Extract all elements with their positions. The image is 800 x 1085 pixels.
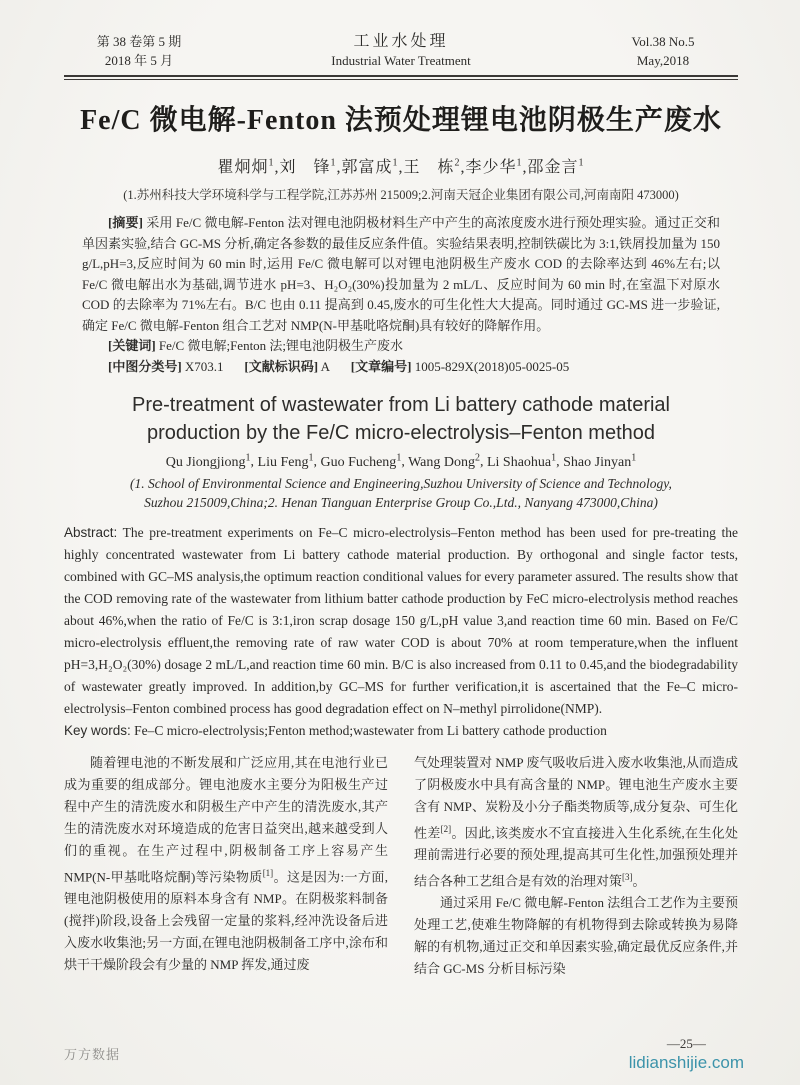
affiliation-en: (1. School of Environmental Science and Engineering,Suzhou University of Science and Technology, Suzhou 215009,China;2. Henan Tianguan Enterprise Group Co.,Ltd., Nanyang 473000,China) <box>130 475 672 510</box>
abstract-cn-label: [摘要] <box>108 215 143 230</box>
citation-ref: [2] <box>440 823 452 834</box>
author-en: Qu Jiongjiong$^1$ <box>165 452 251 470</box>
keywords-cn: [关键词] Fe/C 微电解;Fenton 法;锂电池阴极生产废水 <box>108 338 404 353</box>
body-columns <box>64 752 738 981</box>
author-en: Li Shaohua$^1$ <box>486 452 557 470</box>
body-paragraph: 随着锂电池的不断发展和广泛应用,其在电池行业已成为重要的组成部分。锂电池废水主要分为阳极生产过程中产生的清洗废水和阴极生产中产生的清洗废水,其产生的清洗废水对环境造成的危害日益突出,越来越受到人们的重视。在生产过程中,阴极制备工序上容易产生 NMP(N-甲基吡咯烷酮)等污染物质[1]。这是因为:一方面,锂电池阴极使用的原料本身含有 NMP。在阴极浆料制备(搅拌)阶段,设备上会残留一定量的浆料,经冲洗设备后进入废水收集池;另一方面,在锂电池阴极制备工序中,涂布和烘干干燥阶段会有少量的 NMP 挥发,通过废 <box>64 754 388 972</box>
journal-name-cn: 工业水处理 <box>353 33 449 50</box>
header-divider <box>64 75 738 80</box>
author-cn: 瞿炯炯$^1$ <box>217 157 275 176</box>
site-watermark: lidianshijie.com <box>628 1053 744 1072</box>
page-number: —25— <box>666 1036 706 1051</box>
issue-info-cn <box>64 32 214 70</box>
authors-en: Qu Jiongjiong$^1$, Liu Feng$^1$, Guo Fucheng$^1$, Wang Dong$^2$, Li Shaohua$^1$, Shao Jinyan$^1$ <box>165 452 637 470</box>
author-cn: 邵金言$^1$ <box>527 157 585 176</box>
article-title-cn: Fe/C 微电解-Fenton 法预处理锂电池阴极生产废水 <box>80 105 722 136</box>
author-en: Wang Dong$^2$ <box>408 452 480 470</box>
body-column-left <box>64 752 388 981</box>
issue-date-en: May,2018 <box>636 53 690 68</box>
body-column-right <box>414 752 738 981</box>
author-cn: 王 栋$^2$ <box>403 157 461 176</box>
clc-label: [中图分类号] <box>108 358 182 374</box>
journal-name <box>214 32 588 70</box>
author-en: Shao Jinyan$^1$ <box>563 452 637 470</box>
author-cn: 刘 锋$^1$ <box>279 157 337 176</box>
abstract-cn-block <box>64 213 738 377</box>
authors-cn: 瞿炯炯$^1$,刘 锋$^1$,郭富成$^1$,王 栋$^2$,李少华$^1$,邵金言$^1$ <box>217 157 585 176</box>
affiliation-cn: (1.苏州科技大学环境科学与工程学院,江苏苏州 215009;2.河南天冠企业集团有限公司,河南南阳 473000) <box>123 188 679 202</box>
classification-line: [中图分类号] X703.1 [文献标识码] A [文章编号] 1005-829X(2018)05-0025-05 <box>108 358 570 374</box>
issue-info-en <box>588 32 738 70</box>
abstract-en-label: Abstract: <box>64 524 118 540</box>
author-cn: 郭富成$^1$ <box>341 157 399 176</box>
footer-right <box>629 1036 744 1073</box>
journal-name-en: Industrial Water Treatment <box>331 53 471 68</box>
author-en: Liu Feng$^1$ <box>257 452 314 470</box>
citation-ref: [1] <box>262 867 274 878</box>
body-paragraph: 通过采用 Fe/C 微电解-Fenton 法组合工艺作为主要预处理工艺,使难生物降解的有机物得到去除或转换为易降解的有机物,通过正交和单因素实验,确定最优反应条件,并结合 GC-MS 分析目标污染 <box>414 895 738 977</box>
author-en: Guo Fucheng$^1$ <box>320 452 402 470</box>
keywords-en: Key words: Fe–C micro-electrolysis;Fenton method;wastewater from Li battery cathode production <box>64 722 607 738</box>
abstract-en-block <box>64 522 738 742</box>
issue-volume-en: Vol.38 No.5 <box>631 34 695 49</box>
keywords-cn-label: [关键词] <box>108 338 156 353</box>
author-cn: 李少华$^1$ <box>465 157 523 176</box>
journal-header <box>64 32 738 70</box>
article-id-label: [文章编号] <box>350 358 412 374</box>
issue-date-cn: 2018 年 5 月 <box>104 53 174 68</box>
wanfang-watermark: 万方数据 <box>64 1047 121 1062</box>
keywords-en-label: Key words: <box>64 722 131 738</box>
doc-code-label: [文献标识码] <box>244 358 319 374</box>
abstract-cn: [摘要] 采用 Fe/C 微电解-Fenton 法对锂电池阴极材料生产中产生的高浓度废水进行预处理实验。通过正交和单因素实验,结合 GC-MS 分析,确定各参数的最佳反应条件值。实验结果表明,控制铁碳比为 3:1,铁屑投加量为 150 g/L,pH=3,反应时间为 60 min 时,运用 Fe/C 微电解可以对锂电池阴极生产废水 COD 的去除率达到 46%左右;以 Fe/C 微电解出水为基础,调节进水 pH=3、H₂O₂(30%)投加量为 2 mL/L、反应时间为 60 min 时,在室温下对原水 COD 的去除率为 71%左右。B/C 也由 0.11 提高到 0.45,废水的可生化性大大提高。同时通过 GC-MS 进一步验证,确定 Fe/C 微电解-Fenton 组合工艺对 NMP(N-甲基吡咯烷酮)具有较好的降解作用。 <box>82 215 720 333</box>
issue-volume-cn: 第 38 卷第 5 期 <box>96 34 182 49</box>
citation-ref: [3] <box>622 871 633 882</box>
abstract-en: Abstract: The pre-treatment experiments on Fe–C micro-electrolysis–Fenton method has been used for pre-treating the highly concentrated wastewater from Li battery cathode material production. By orthogonal and single factor tests, combined with GC–MS analysis,the optimum reaction conditional values for every parameter assured. The results show that the COD removing rate of the wastewater from lithium batter cathode production by FeC micro-electrolysis method reaches about 46%,when the ratio of Fe/C is 3:1,iron scrap dosage 150 g/L,pH value 3,and reaction time 60 min. Based on Fe/C micro-electrolysis effluent,the removing rate of raw water COD is about 70% at room temperature,when the influent pH=3,H₂O₂(30%) dosage 2 mL/L,and reaction time 60 min. B/C is also increased from 0.11 to 0.45,and the biodegradability of wastewater greatly improved. In addition,by GC–MS for further verification,it is ascertained that the Fe–C micro-electrolysis–Fenton combined process has good degradation effect on N–methyl pirrolidone(NMP). <box>64 524 739 716</box>
article-title-en: Pre-treatment of wastewater from Li battery cathode material production by the Fe/C micro-electrolysis–Fenton method <box>131 394 670 444</box>
body-paragraph: 气处理装置对 NMP 废气吸收后进入废水收集池,从而造成了阴极废水中具有高含量的 NMP。锂电池生产废水主要含有 NMP、炭粉及小分子酯类物质等,成分复杂、可生化性差[2]。因此,该类废水不宜直接进入生化系统,在生化处理前需进行必要的预处理,提高其可生化性,加强预处理并结合各种工艺组合是有效的治理对策[3]。 <box>414 754 738 889</box>
